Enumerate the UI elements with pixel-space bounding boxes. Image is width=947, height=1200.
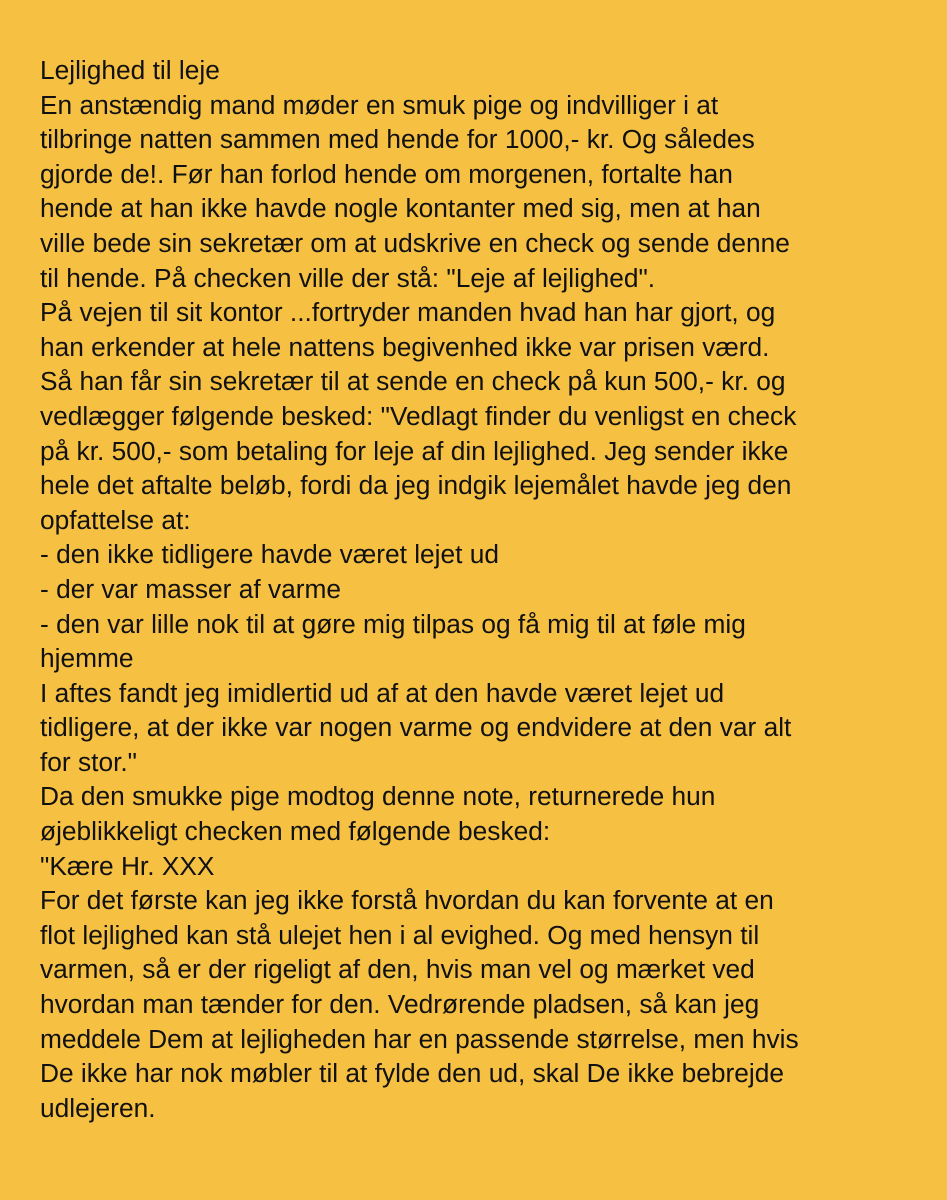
note-title: Lejlighed til leje — [40, 55, 220, 85]
text-line: De ikke har nok møbler til at fylde den ud, skal De ikke bebrejde — [40, 1058, 784, 1089]
list-item: - den ikke tidligere havde været lejet ud — [40, 539, 499, 570]
text-line: hjemme — [40, 643, 134, 674]
text-line: opfattelse at: — [40, 504, 191, 535]
text-line: gjorde de!. Før han forlod hende om morgenen, fortalte han — [40, 158, 733, 189]
text-line: I aftes fandt jeg imidlertid ud af at den havde været lejet ud — [40, 677, 725, 708]
text-line: han erkender at hele nattens begivenhed ikke var prisen værd. — [40, 331, 770, 362]
text-line: tilbringe natten sammen med hende for 1000,- kr. Og således — [40, 124, 755, 155]
text-line: udlejeren. — [40, 1092, 156, 1123]
text-line: til hende. På checken ville der stå: "Leje af lejlighed". — [40, 262, 656, 293]
text-line: hvordan man tænder for den. Vedrørende pladsen, så kan jeg — [40, 989, 760, 1020]
text-line: Da den smukke pige modtog denne note, returnerede hun — [40, 781, 716, 812]
text-line: flot lejlighed kan stå ulejet hen i al evighed. Og med hensyn til — [40, 919, 760, 950]
note-text — [40, 53, 920, 1125]
text-line: hende at han ikke havde nogle kontanter med sig, men at han — [40, 193, 761, 224]
text-line: vedlægger følgende besked: "Vedlagt finder du venligst en check — [40, 400, 797, 431]
list-item: - den var lille nok til at gøre mig tilpas og få mig til at føle mig — [40, 608, 746, 639]
text-line: "Kære Hr. XXX — [40, 850, 215, 881]
text-line: varmen, så er der rigeligt af den, hvis man vel og mærket ved — [40, 954, 755, 985]
text-line: På vejen til sit kontor ...fortryder manden hvad han har gjort, og — [40, 297, 776, 328]
text-line: ville bede sin sekretær om at udskrive en check og sende denne — [40, 227, 790, 258]
text-line: hele det aftalte beløb, fordi da jeg indgik lejemålet havde jeg den — [40, 470, 792, 501]
text-line: på kr. 500,- som betaling for leje af din lejlighed. Jeg sender ikke — [40, 435, 789, 466]
text-line: øjeblikkeligt checken med følgende besked: — [40, 816, 551, 847]
text-line: Så han får sin sekretær til at sende en check på kun 500,- kr. og — [40, 366, 786, 397]
text-line: meddele Dem at lejligheden har en passende størrelse, men hvis — [40, 1023, 799, 1054]
text-line: tidligere, at der ikke var nogen varme og endvidere at den var alt — [40, 712, 792, 743]
text-line: For det første kan jeg ikke forstå hvordan du kan forvente at en — [40, 885, 774, 916]
list-item: - der var masser af varme — [40, 573, 342, 604]
text-line: En anstændig mand møder en smuk pige og indvilliger i at — [40, 89, 719, 120]
text-line: for stor." — [40, 746, 138, 777]
